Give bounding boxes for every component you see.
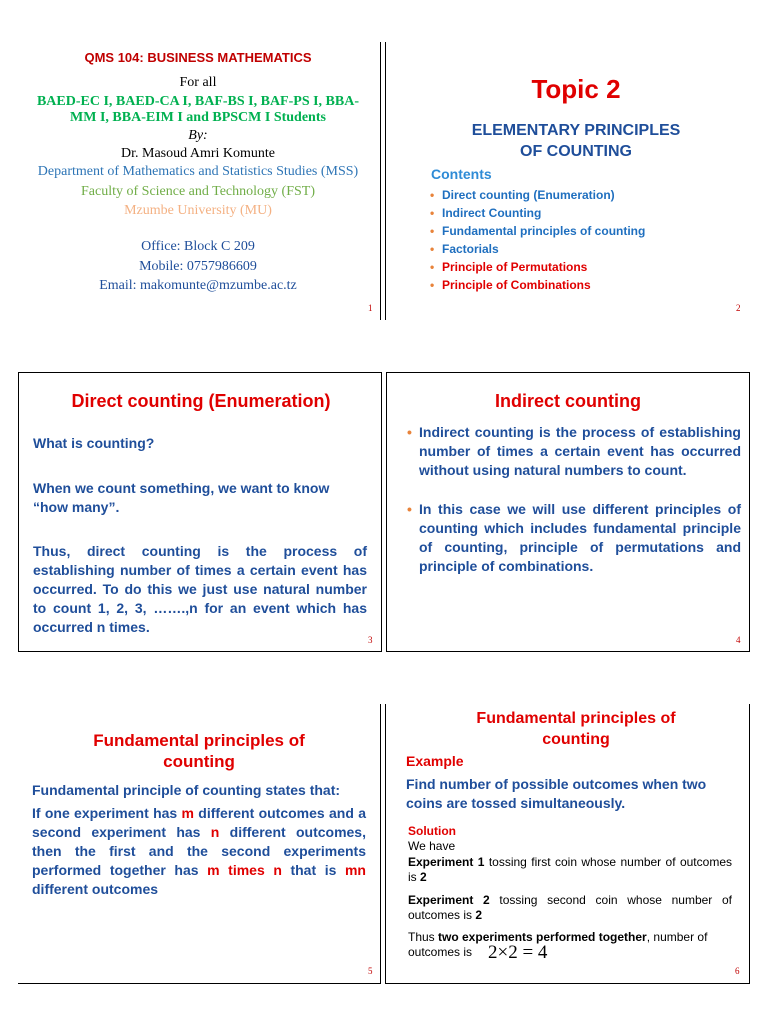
topic-title-line-1: ELEMENTARY PRINCIPLES [471,122,681,139]
text-span: Thus [408,930,439,944]
solution-label: Solution [408,824,456,838]
programs-list: BAED-EC I, BAED-CA I, BAF-BS I, BAF-PS I, BBA-MM I, BBA-EIM I and BPSCM I Students [36,94,360,125]
bullet-list [407,423,741,576]
topic-heading: Topic 2 [531,74,621,104]
for-all-label: For all [179,75,217,90]
office: Office: Block C 209 [141,239,255,254]
formula: 2×2 = 4 [488,942,548,963]
page-number: 6 [735,966,740,976]
exp2-label: Experiment 2 [408,893,490,907]
list-item: • Principle of Permutations [430,258,750,276]
list-item: • Direct counting (Enumeration) [430,186,750,204]
department: Department of Mathematics and Statistics Studies (MSS) [37,164,359,179]
we-have-text: We have [408,839,456,853]
principle-statement [32,804,366,899]
slide-title-line-2: counting [542,731,610,748]
paragraph-1: When we count something, we want to know “how many”. [33,480,330,515]
course-title: QMS 104: BUSINESS MATHEMATICS [84,50,312,65]
exp2-count: 2 [475,908,483,922]
university: Mzumbe University (MU) [124,203,272,218]
list-item: • Indirect counting is the process of establishing number of times a certain event has occurred without using natural numbers to count. [407,423,741,480]
slide-title [18,730,380,772]
slide-title-line-1: Fundamental principles of [93,731,305,750]
slide-2 [386,40,750,320]
experiment-1 [408,855,732,885]
slide-6 [386,704,750,984]
list-item: • Fundamental principles of counting [430,222,750,240]
page-number: 4 [736,635,741,645]
page-number: 1 [368,303,373,313]
exp1-label: Experiment 1 [408,855,485,869]
slide-1 [18,40,378,320]
slide-5 [18,704,380,984]
text-span: tossing second coin whose number of outcomes is [408,893,732,922]
conclusion-bold: two experiments performed together [438,930,647,944]
contents-list [430,186,750,294]
slide-4 [386,372,750,652]
list-item: • Principle of Combinations [430,276,750,294]
author-name: Dr. Masoud Amri Komunte [121,146,275,161]
example-question: Find number of possible outcomes when two coins are tossed simultaneously. [406,776,707,811]
page-number: 3 [368,635,373,645]
slide-divider [380,704,381,984]
slide-3 [18,372,382,652]
topic-title-line-2: OF COUNTING [520,143,632,160]
paragraph-2: Thus, direct counting is the process of establishing number of times a certain event has occurred. To do this we just use natural number to count 1, 2, 3, …….,n for an event which has occurred n times. [33,543,367,635]
slide-title: Indirect counting [495,391,641,411]
question: What is counting? [33,435,155,451]
experiment-2 [408,893,732,923]
page-number: 5 [368,966,373,976]
var-mn: mn [344,862,366,878]
faculty: Faculty of Science and Technology (FST) [81,184,315,199]
example-label: Example [406,753,464,769]
slide-title-line-1: Fundamental principles of [476,710,676,727]
email: Email: makomunte@mzumbe.ac.tz [99,278,297,293]
text-span: different outcomes [32,881,159,897]
contents-label: Contents [431,166,492,182]
mobile: Mobile: 0757986609 [139,259,257,274]
slide-title [386,708,766,750]
text-span: tossing first coin whose number of outcomes is [408,855,732,884]
text-span: that is [281,862,345,878]
conclusion [408,930,732,960]
var-n: n [210,824,220,840]
list-item: • Indirect Counting [430,204,750,222]
intro-text: Fundamental principle of counting states that: [32,782,341,798]
text-span: different outcomes, then the first and the second experiments performed together has [32,824,366,878]
slide-title-line-2: counting [163,752,235,771]
exp1-count: 2 [420,870,427,884]
list-item: • In this case we will use different principles of counting which includes fundamental principle of counting, principle of permutations and principle of combinations. [407,500,741,576]
var-m: m [181,805,194,821]
topic-title [386,120,766,162]
text-span: If one experiment has [32,805,182,821]
page-number: 2 [736,303,741,313]
m-times-n: m times n [207,862,282,878]
slide-divider [380,42,381,320]
text-span: different outcomes and a second experiment has [32,805,366,840]
list-item: • Factorials [430,240,750,258]
text-span: , number of outcomes is [408,930,708,959]
slide-title: Direct counting (Enumeration) [71,391,331,411]
by-label: By: [188,128,208,143]
